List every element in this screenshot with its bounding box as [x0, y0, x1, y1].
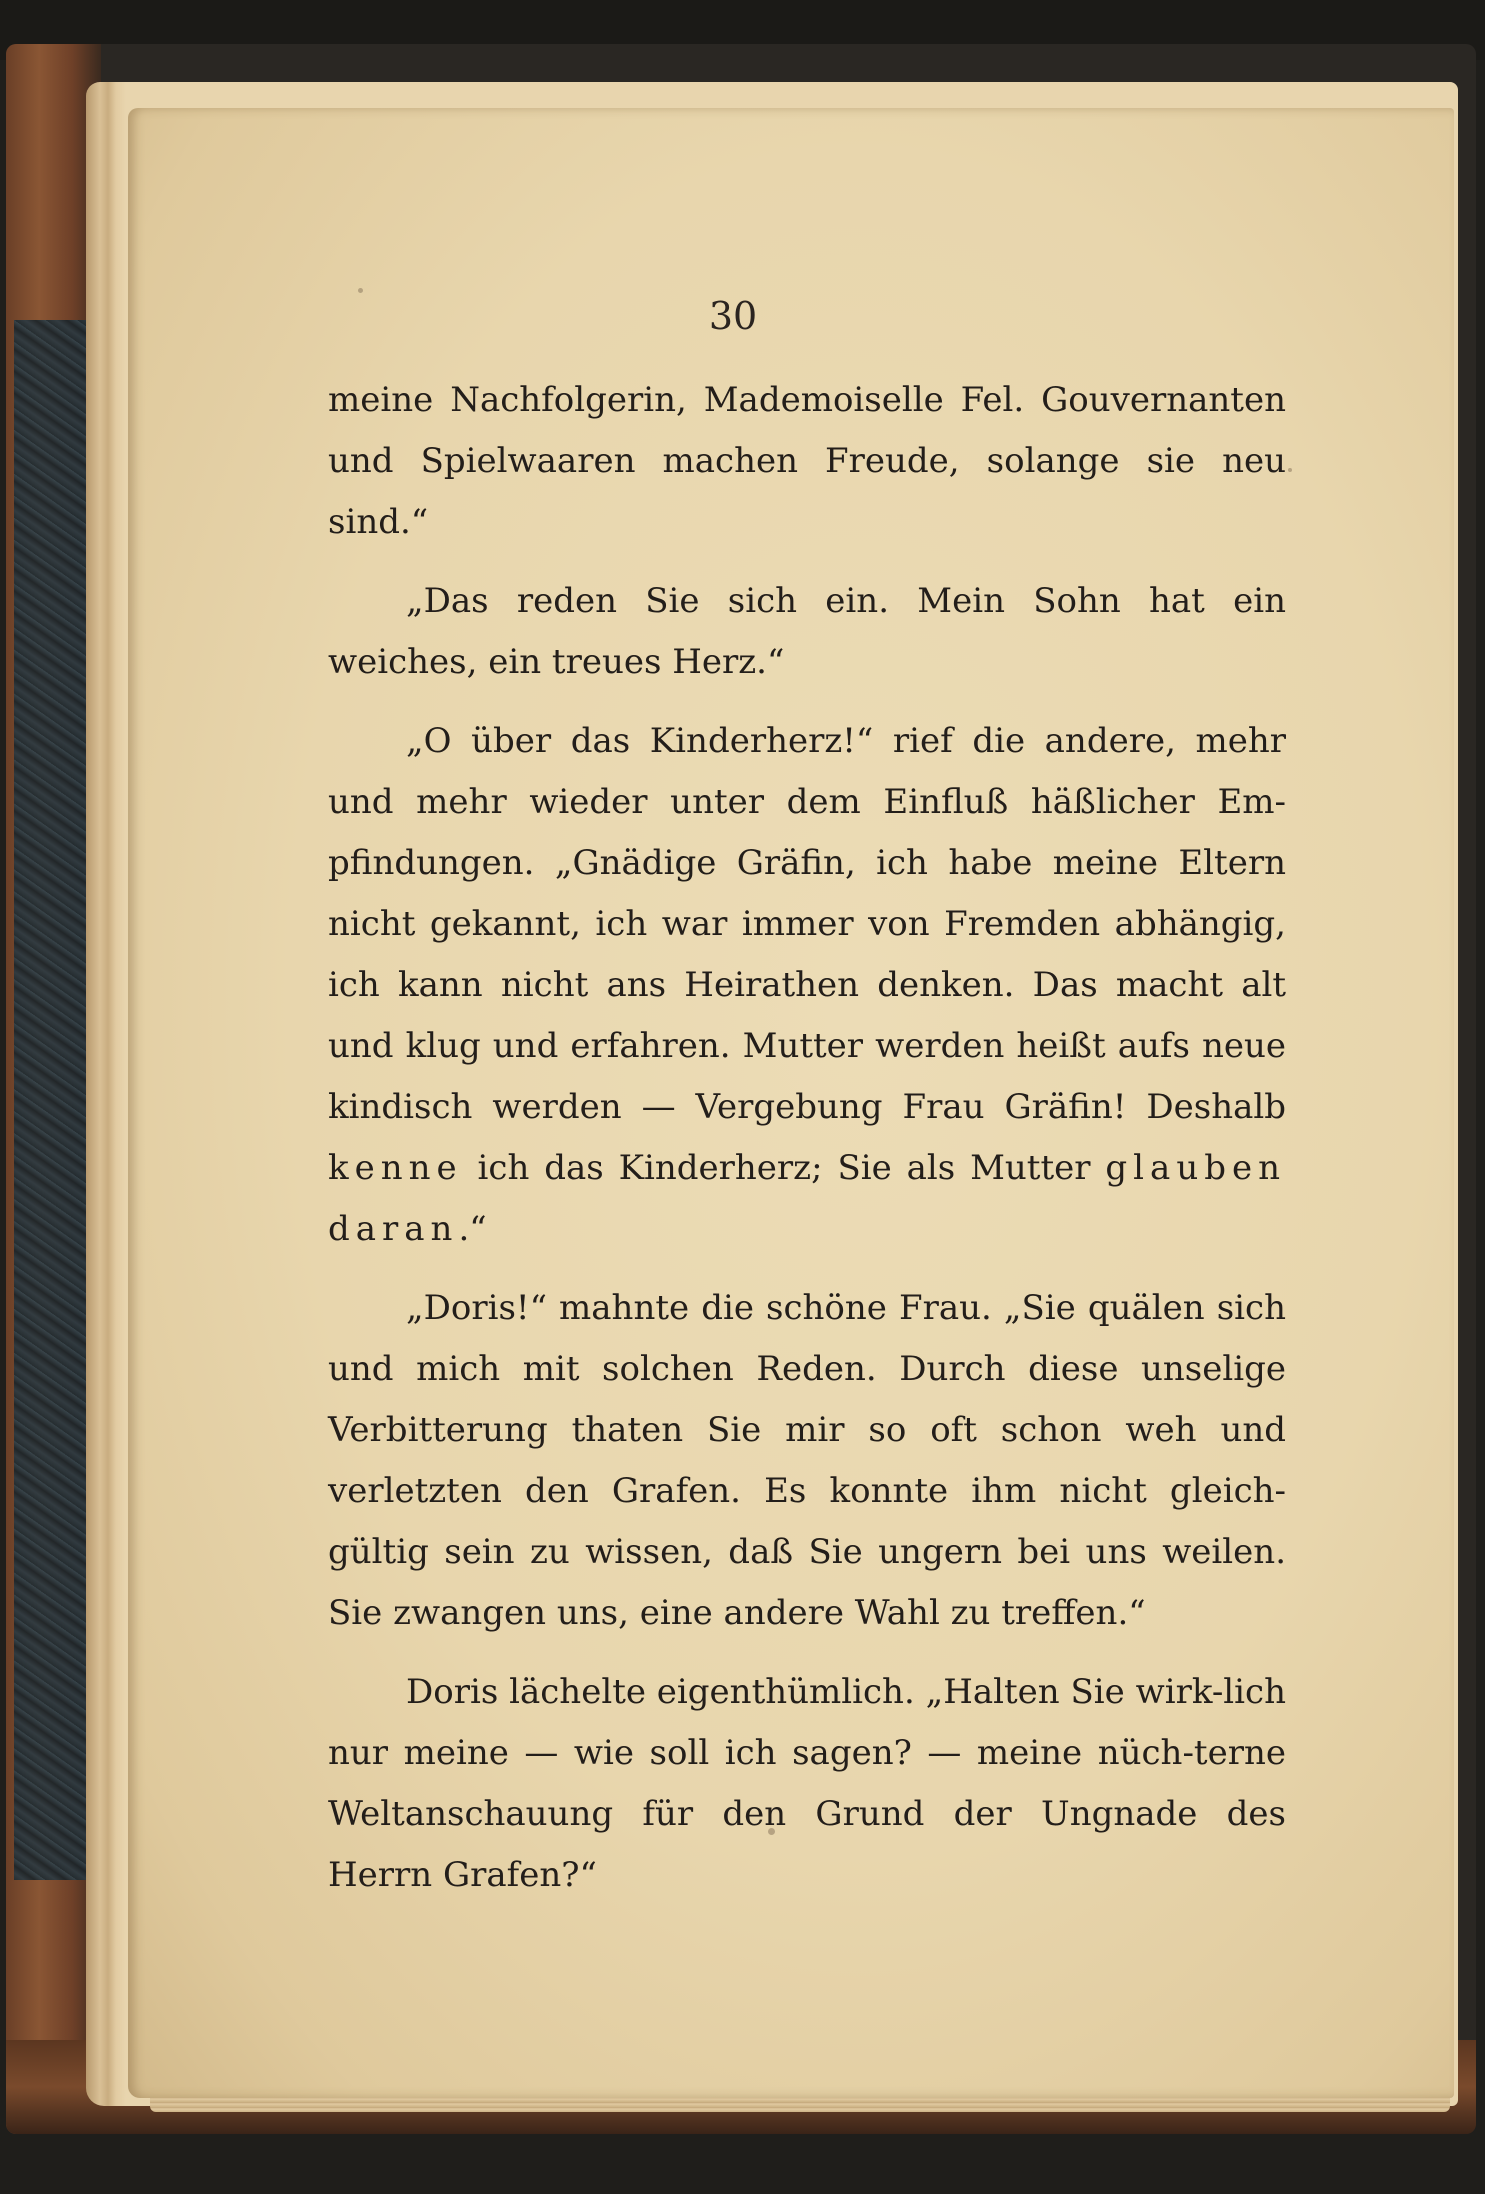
text-run: „Doris!“ mahnte die schöne Frau. „Sie quälen sich und mich mit solchen Reden. Durch diese unselige Verbitterung thaten Sie mir so oft schon weh und verletzten den Grafen. Es konnte ihm nicht gleich-gültig sein zu wissen, daß Sie ungern bei uns weilen. Sie zwangen uns, eine andere Wahl zu treffen.“ [328, 1288, 1286, 1633]
text-run: .“ [458, 1209, 487, 1249]
paragraph [328, 711, 1286, 1260]
text-run: ich das Kinderherz; Sie als Mutter [462, 1148, 1106, 1188]
paragraph [328, 571, 1286, 693]
cover-marbled-paper [14, 320, 92, 1880]
book-page [128, 108, 1454, 2098]
text-run: „O über das Kinderherz!“ rief die andere, mehr und mehr wieder unter dem Einfluß häßlicher Em-pfindungen. „Gnädige Gräfin, ich habe meine Eltern nicht gekannt, ich war immer von Fremden abhängig, ich kann nicht ans Heirathen denken. Das macht alt und klug und erfahren. Mutter werden heißt aufs neue kindisch werden — Vergebung Frau Gräfin! Deshalb [328, 721, 1286, 1127]
text-run: meine Nachfolgerin, Mademoiselle Fel. Gouvernanten und Spielwaaren machen Freude, solange sie neu sind.“ [328, 380, 1286, 542]
text-run: Doris lächelte eigenthümlich. „Halten Sie wirk-lich nur meine — wie soll ich sagen? — meine nüch-terne Weltanschauung für den Grund der Ungnade des Herrn Grafen?“ [328, 1672, 1286, 1895]
emphasized-text: glauben daran [328, 1148, 1286, 1249]
paper-speck [1288, 468, 1292, 472]
text-run: „Das reden Sie sich ein. Mein Sohn hat ein weiches, ein treues Herz.“ [328, 581, 1286, 682]
page-number: 30 [708, 294, 758, 338]
paragraph [328, 1662, 1286, 1906]
paragraph [328, 370, 1286, 553]
page-text [328, 370, 1286, 1924]
emphasized-text: kenne [328, 1148, 463, 1188]
paper-speck [358, 288, 363, 293]
paragraph [328, 1278, 1286, 1644]
